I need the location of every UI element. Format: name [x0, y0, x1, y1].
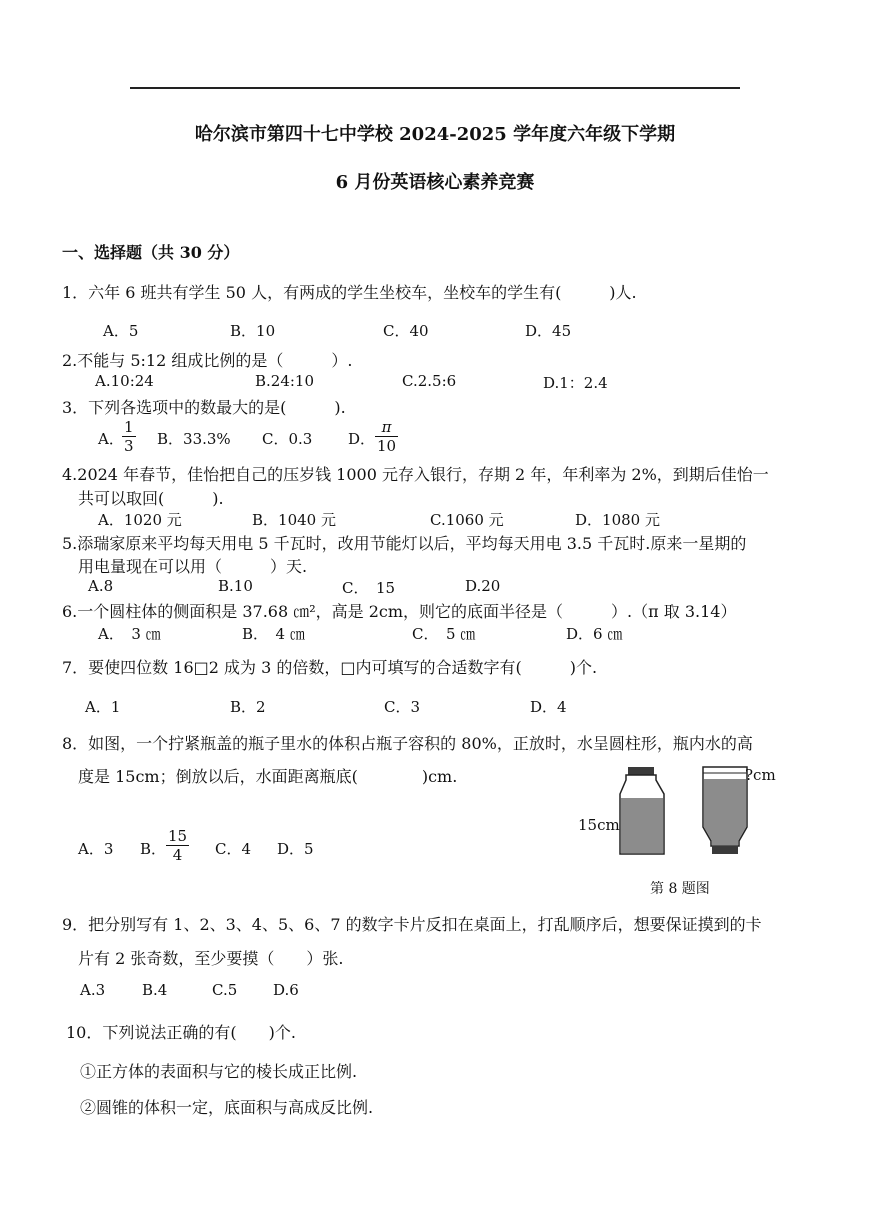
q3-option-d-fraction: [375, 418, 398, 455]
q10-statement-2: ②圆锥的体积一定，底面积与高成反比例.: [80, 1098, 374, 1117]
q6-option-a: A． 3 ㎝: [98, 625, 161, 643]
inverted-bottle-cap: [712, 846, 738, 854]
q7-option-c: C．3: [384, 698, 421, 716]
q3-option-a-label: A．: [98, 430, 124, 448]
inverted-bottle-water: [704, 779, 746, 845]
q9-option-b: B.4: [142, 981, 168, 999]
q9-option-c: C.5: [212, 981, 238, 999]
q5-option-c: C． 15: [342, 579, 396, 597]
q5-option-d: D.20: [465, 577, 501, 595]
q3-option-d-label: D．: [348, 430, 376, 448]
q1-option-b: B．10: [230, 322, 276, 340]
q1-option-d: D．45: [525, 322, 572, 340]
q9-option-d: D.6: [273, 981, 299, 999]
q1-option-a: A．5: [103, 322, 139, 340]
q8-option-b-label: B．: [140, 840, 167, 858]
q1-option-c: C．40: [383, 322, 429, 340]
q2-option-c: C.2.5:6: [402, 372, 457, 390]
exam-title-line2: 6 月份英语核心素养竞赛: [335, 172, 535, 193]
question-2: 2.不能与 5:12 组成比例的是（ ）.: [62, 351, 353, 370]
q9-option-a: A.3: [80, 981, 106, 999]
figure-label-height: 15cm: [578, 816, 620, 834]
q5-option-a: A.8: [88, 577, 114, 595]
q6-option-d: D．6 ㎝: [566, 625, 623, 643]
q7-option-d: D．4: [530, 698, 567, 716]
q10-statement-1: ①正方体的表面积与它的棱长成正比例.: [80, 1062, 358, 1081]
question-4-line1: 4.2024 年春节，佳怡把自己的压岁钱 1000 元存入银行，存期 2 年，年利率为 2%，到期后佳怡一: [62, 465, 769, 484]
question-8-line2: 度是 15cm；倒放以后，水面距离瓶底( )cm.: [78, 767, 458, 786]
q3-option-b: B．33.3%: [157, 430, 231, 448]
question-3: 3．下列各选项中的数最大的是( ).: [62, 398, 346, 417]
q5-option-b: B.10: [218, 577, 253, 595]
question-6: 6.一个圆柱体的侧面积是 37.68 ㎝²，高是 2cm，则它的底面半径是（ ）.（π 取 3.14）: [62, 602, 737, 621]
q7-option-a: A．1: [85, 698, 121, 716]
question-5-line1: 5.添瑞家原来平均每天用电 5 千瓦时，改用节能灯以后，平均每天用电 3.5 千瓦时.原来一星期的: [62, 534, 747, 553]
figure-label-question: ?cm: [745, 766, 776, 784]
question-7: 7．要使四位数 16□2 成为 3 的倍数，□内可填写的合适数字有( )个.: [62, 658, 598, 677]
q4-option-d: D．1080 元: [575, 511, 660, 529]
q3-option-c: C．0.3: [262, 430, 313, 448]
q2-option-d: D.1：2.4: [543, 374, 608, 392]
q6-option-c: C． 5 ㎝: [412, 625, 476, 643]
top-rule: [130, 87, 740, 89]
inverted-bottle: [703, 767, 747, 854]
q4-option-a: A．1020 元: [98, 511, 182, 529]
q3-a-numerator: 1: [124, 418, 134, 436]
question-5-line2: 用电量现在可以用（ ）天.: [78, 557, 308, 576]
q3-d-numerator: π: [375, 418, 398, 437]
q7-option-b: B．2: [230, 698, 266, 716]
q2-option-b: B.24:10: [255, 372, 315, 390]
q8-option-a: A．3: [78, 840, 114, 858]
q3-a-denominator: 3: [124, 437, 134, 455]
q4-option-c: C.1060 元: [430, 511, 504, 529]
section-heading: 一、选择题（共 30 分）: [62, 243, 240, 262]
q8-option-c: C．4: [215, 840, 252, 858]
bottle-cap: [628, 767, 654, 775]
question-4-line2: 共可以取回( ).: [78, 489, 224, 508]
exam-title-line1: 哈尔滨市第四十七中学校 2024-2025 学年度六年级下学期: [194, 124, 676, 145]
q8-b-numerator: 15: [168, 827, 188, 845]
bottle-water: [621, 798, 663, 853]
q2-option-a: A.10:24: [95, 372, 154, 390]
question-9-line2: 片有 2 张奇数，至少要摸（ ）张.: [78, 949, 344, 968]
figure-caption: 第 8 题图: [650, 881, 710, 897]
question-1: 1．六年 6 班共有学生 50 人，有两成的学生坐校车，坐校车的学生有( )人.: [62, 283, 637, 302]
q3-option-a-fraction: [122, 418, 136, 455]
question-9-line1: 9．把分别写有 1、2、3、4、5、6、7 的数字卡片反扣在桌面上，打乱顺序后，想要保证摸到的卡: [62, 915, 762, 934]
q6-option-b: B． 4 ㎝: [242, 625, 305, 643]
q4-option-b: B．1040 元: [252, 511, 336, 529]
upright-bottle: [620, 767, 664, 854]
q8-b-denominator: 4: [172, 846, 183, 864]
question-10: 10．下列说法正确的有( )个.: [66, 1023, 296, 1042]
q8-option-d: D．5: [277, 840, 314, 858]
q8-option-b-fraction: [166, 827, 189, 864]
question-8-line1: 8．如图，一个拧紧瓶盖的瓶子里水的体积占瓶子容积的 80%，正放时，水呈圆柱形，瓶内水的高: [62, 734, 753, 753]
q3-d-denominator: 10: [377, 437, 397, 455]
